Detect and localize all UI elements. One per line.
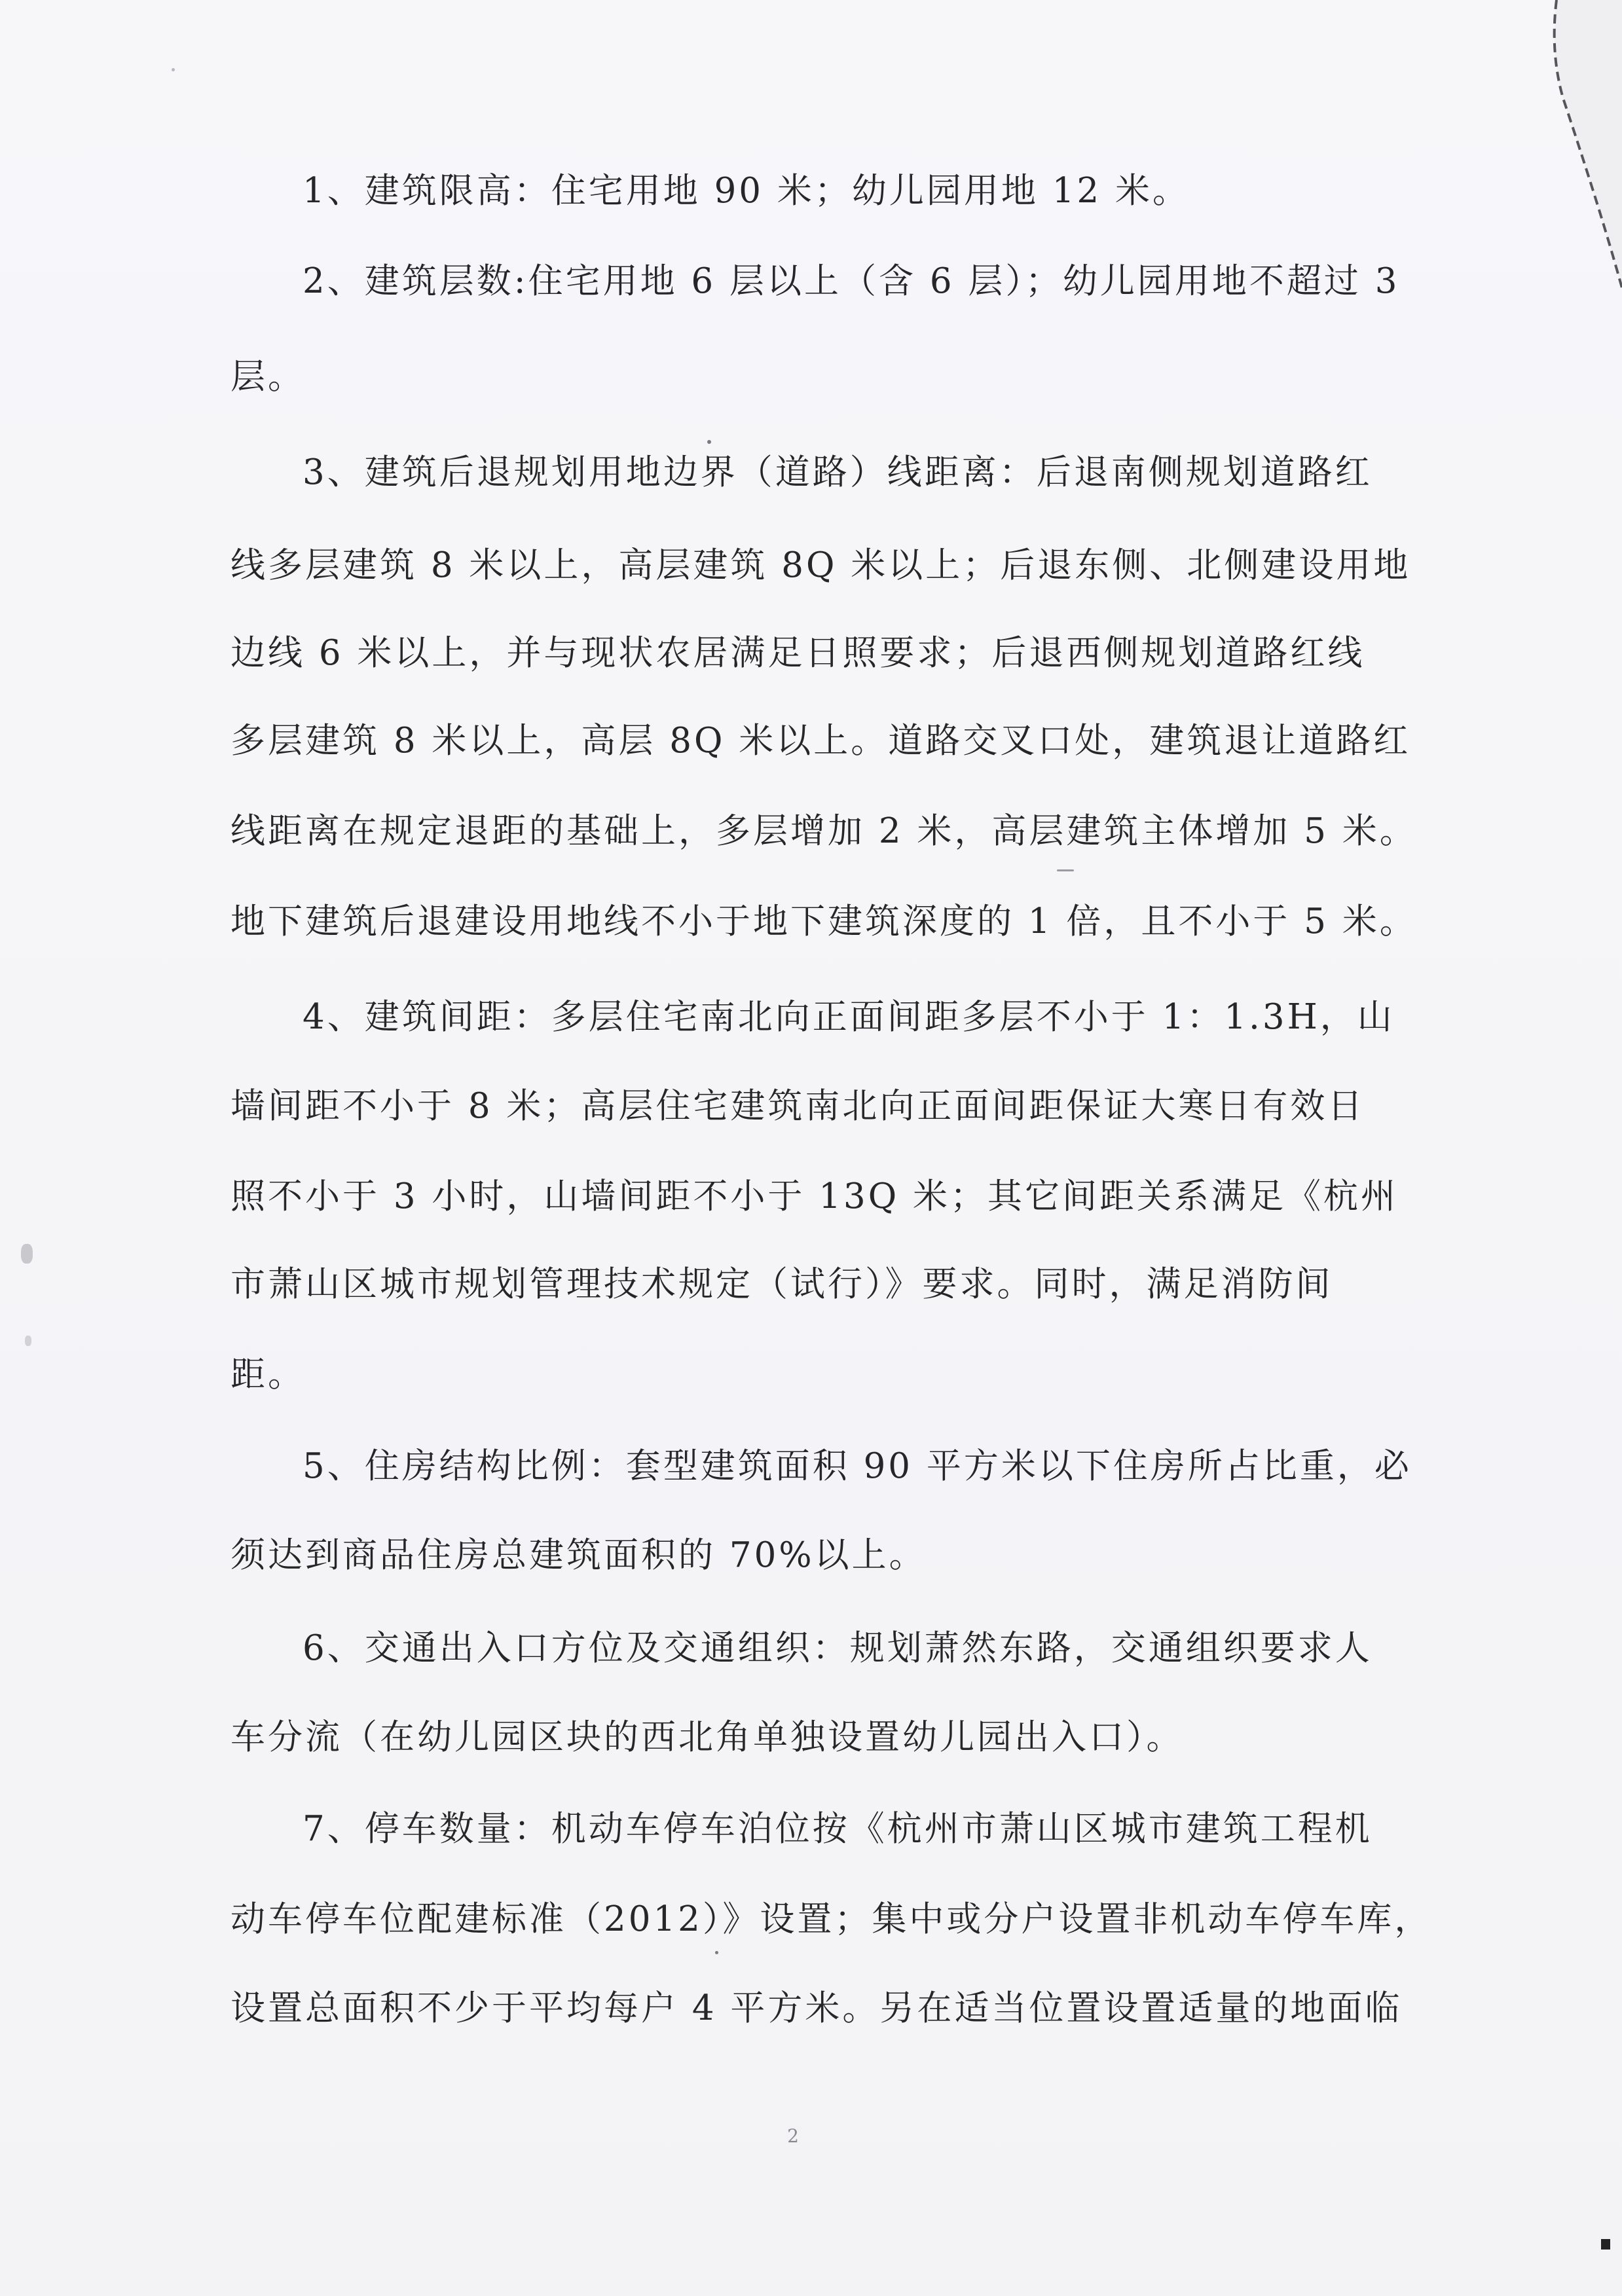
paragraph-7-line-2: 动车停车位配建标准（2012）》设置；集中或分户设置非机动车停车库， [230, 1899, 1432, 1939]
scan-edge-mark [1601, 2239, 1610, 2250]
paragraph-5-line-2: 须达到商品住房总建筑面积的 70%以上。 [230, 1535, 927, 1575]
paragraph-7-line-1: 7、停车数量：机动车停车泊位按《杭州市萧山区城市建筑工程机 [303, 1809, 1373, 1849]
paragraph-7-line-3: 设置总面积不少于平均每户 4 平方米。另在适当位置设置适量的地面临 [230, 1988, 1403, 2028]
paragraph-1-line-1: 1、建筑限高：住宅用地 90 米；幼儿园用地 12 米。 [303, 171, 1190, 211]
paragraph-4-line-4: 市萧山区城市规划管理技术规定（试行）》要求。同时，满足消防间 [230, 1264, 1333, 1304]
paragraph-2-line-2: 层。 [230, 357, 305, 397]
paragraph-6-line-1: 6、交通出入口方位及交通组织：规划萧然东路，交通组织要求人 [303, 1628, 1373, 1668]
paragraph-6-line-2: 车分流（在幼儿园区块的西北角单独设置幼儿园出入口）。 [230, 1717, 1184, 1757]
scan-speck [172, 68, 175, 71]
paragraph-4-line-5: 距。 [230, 1355, 305, 1394]
page-number: 2 [787, 2125, 799, 2147]
paragraph-2-line-1: 2、建筑层数:住宅用地 6 层以上（含 6 层）；幼儿园用地不超过 3 [303, 261, 1400, 301]
paragraph-4-line-2: 墙间距不小于 8 米；高层住宅建筑南北向正面间距保证大寒日有效日 [230, 1086, 1365, 1126]
scan-speck [715, 1951, 718, 1954]
paragraph-3-line-5: 线距离在规定退距的基础上，多层增加 2 米，高层建筑主体增加 5 米。 [230, 811, 1417, 851]
scan-smudge [25, 1336, 31, 1346]
scan-speck [707, 440, 711, 444]
scan-smudge [21, 1244, 33, 1264]
paragraph-5-line-1: 5、住房结构比例：套型建筑面积 90 平方米以下住房所占比重，必 [303, 1446, 1412, 1486]
paragraph-4-line-1: 4、建筑间距：多层住宅南北向正面间距多层不小于 1：1.3H，山 [303, 997, 1395, 1037]
paragraph-3-line-6: 地下建筑后退建设用地线不小于地下建筑深度的 1 倍，且不小于 5 米。 [230, 902, 1417, 941]
paragraph-3-line-2: 线多层建筑 8 米以上，高层建筑 8Q 米以上；后退东侧、北侧建设用地 [230, 545, 1411, 585]
scan-speck [1057, 869, 1074, 871]
paragraph-3-line-4: 多层建筑 8 米以上，高层 8Q 米以上。道路交叉口处，建筑退让道路红 [230, 721, 1411, 761]
paragraph-3-line-1: 3、建筑后退规划用地边界（道路）线距离：后退南侧规划道路红 [303, 452, 1373, 492]
paragraph-4-line-3: 照不小于 3 小时，山墙间距不小于 13Q 米；其它间距关系满足《杭州 [230, 1176, 1398, 1216]
paragraph-3-line-3: 边线 6 米以上，并与现状农居满足日照要求；后退西侧规划道路红线 [230, 633, 1365, 673]
